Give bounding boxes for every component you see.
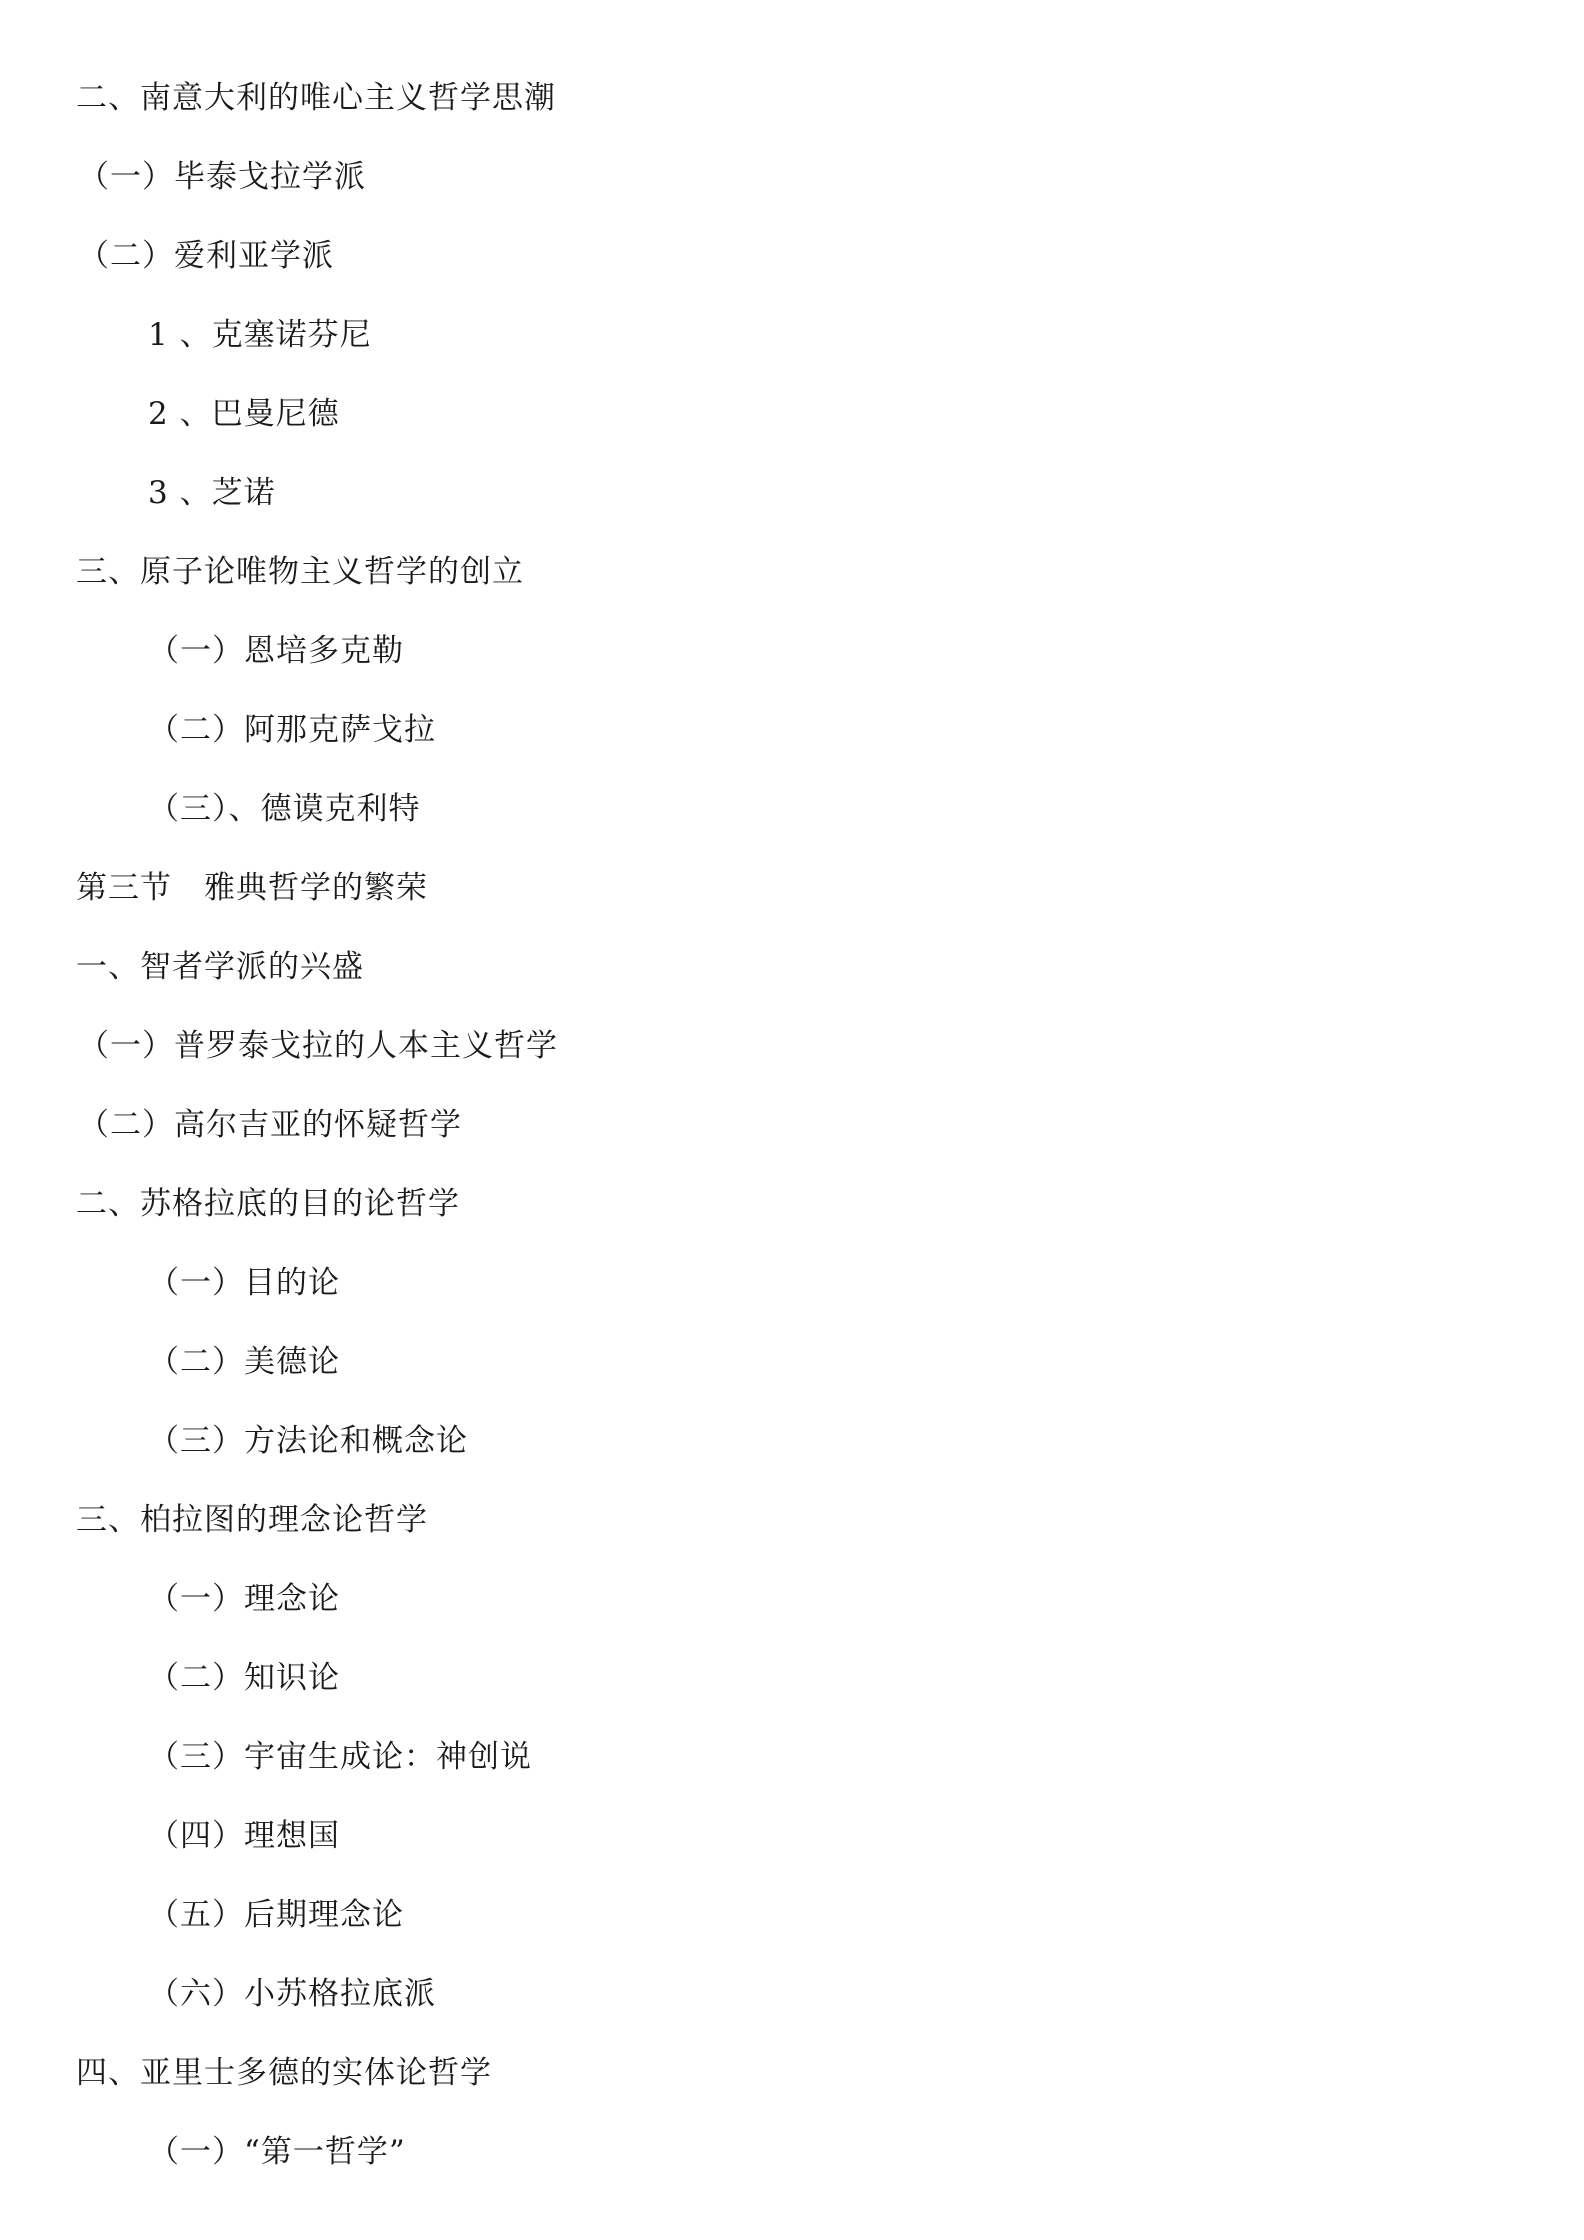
subsection-first-philosophy: （一）“第一哲学” (148, 2134, 406, 2170)
item-parmenides: 2 、巴曼尼德 (148, 396, 340, 432)
subsection-minor-socratics: （六）小苏格拉底派 (148, 1976, 436, 2012)
item-zeno: 3 、芝诺 (148, 475, 276, 511)
subsection-democritus: （三）、德谟克利特 (148, 791, 421, 827)
subsection-pythagorean-school: （一）毕泰戈拉学派 (78, 159, 366, 195)
subsection-cosmogony: （三）宇宙生成论：神创说 (148, 1739, 532, 1775)
item-xenophanes: 1 、克塞诺芬尼 (148, 317, 372, 353)
subsection-theory-of-forms: （一）理念论 (148, 1581, 340, 1617)
section-heading-sophists: 一、智者学派的兴盛 (76, 949, 364, 985)
subsection-empedocles: （一）恩培多克勒 (148, 633, 404, 669)
subsection-eleatic-school: （二）爱利亚学派 (78, 238, 334, 274)
subsection-teleology: （一）目的论 (148, 1265, 340, 1301)
subsection-late-forms: （五）后期理念论 (148, 1897, 404, 1933)
section-heading-plato: 三、柏拉图的理念论哲学 (76, 1502, 428, 1538)
subsection-gorgias: （二）高尔吉亚的怀疑哲学 (78, 1107, 462, 1143)
section-heading-socrates: 二、苏格拉底的目的论哲学 (76, 1186, 460, 1222)
subsection-republic: （四）理想国 (148, 1818, 340, 1854)
subsection-anaxagoras: （二）阿那克萨戈拉 (148, 712, 436, 748)
section-heading-south-italy-idealism: 二、南意大利的唯心主义哲学思潮 (76, 80, 556, 116)
section-heading-atomism: 三、原子论唯物主义哲学的创立 (76, 554, 524, 590)
subsection-epistemology: （二）知识论 (148, 1660, 340, 1696)
section-heading-aristotle: 四、亚里士多德的实体论哲学 (76, 2055, 492, 2091)
subsection-method-concept: （三）方法论和概念论 (148, 1423, 468, 1459)
chapter-heading-athenian-philosophy: 第三节 雅典哲学的繁荣 (76, 870, 428, 906)
subsection-virtue: （二）美德论 (148, 1344, 340, 1380)
subsection-protagoras: （一）普罗泰戈拉的人本主义哲学 (78, 1028, 558, 1064)
